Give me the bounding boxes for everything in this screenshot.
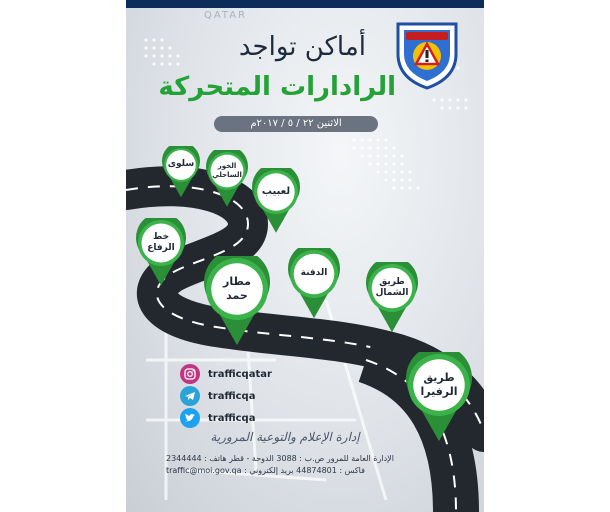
location-pin: [288, 248, 340, 318]
location-pin-label-line: لعبيب: [261, 185, 291, 197]
location-pin: [204, 256, 270, 345]
location-pin: [366, 262, 418, 332]
date-badge: الاثنين ٢٢ / ٥ / ٢٠١٧م: [214, 116, 378, 132]
location-pin-label-line: طريق: [423, 371, 455, 385]
telegram-icon: [180, 386, 200, 406]
poster: [126, 0, 484, 512]
location-pin-label-line: مطار: [223, 275, 251, 289]
location-pin-label-line: الرفيرا: [420, 385, 458, 398]
social-twitter[interactable]: [180, 408, 255, 428]
social-telegram[interactable]: [180, 386, 255, 406]
location-pin: [252, 168, 300, 233]
location-pin-label-line: خط: [152, 231, 170, 242]
twitter-icon: [180, 408, 200, 428]
instagram-handle: trafficqatar: [208, 368, 272, 380]
title-line-2: الرادارات المتحركة: [158, 72, 396, 102]
location-pin-label-line: الشمال: [375, 288, 409, 298]
location-pin-label: [206, 162, 248, 180]
location-pin-label-line: سلوى: [167, 159, 195, 170]
location-pin-label-line: الخور: [217, 162, 237, 171]
qatar-watermark: QATAR: [204, 10, 248, 21]
twitter-handle: trafficqa: [208, 412, 256, 424]
telegram-handle: trafficqa: [208, 390, 256, 402]
location-pin-label: [366, 277, 418, 300]
contact-line-2: فاكس : 44874801 بريد إلكتروني : traffic@moi.gov.qa: [166, 466, 365, 475]
location-pin-label: [406, 371, 472, 399]
department-name: إدارة الإعلام والتوعية المرورية: [210, 430, 360, 444]
map-pin-icon: [162, 146, 200, 197]
map-pin-icon: [252, 168, 300, 233]
location-pin-label-line: الساحلي: [212, 171, 242, 179]
location-pin: [136, 218, 186, 286]
location-pin-label: [204, 275, 270, 303]
location-pin-label: [252, 186, 300, 199]
location-pin-label: [162, 159, 200, 170]
instagram-icon: [180, 364, 200, 384]
location-pin-label: [136, 232, 186, 255]
location-pin-label-line: حمد: [226, 289, 248, 302]
location-pin-label-line: طريق: [379, 276, 405, 287]
map-pin-icon: [288, 248, 340, 318]
location-pin: [406, 352, 472, 441]
location-pin-label: [288, 268, 340, 279]
location-pin: [162, 146, 200, 197]
location-pin: [206, 150, 248, 207]
title-line-1: أماكن تواجد: [238, 32, 366, 62]
social-instagram[interactable]: [180, 364, 272, 384]
contact-line-1: الإدارة العامة للمرور ص.ب : 3088 الدوحة - قطر هاتف : 2344444: [166, 454, 394, 463]
location-pin-label-line: الرفاع: [147, 243, 175, 253]
location-pin-label-line: الدفنة: [300, 268, 328, 279]
